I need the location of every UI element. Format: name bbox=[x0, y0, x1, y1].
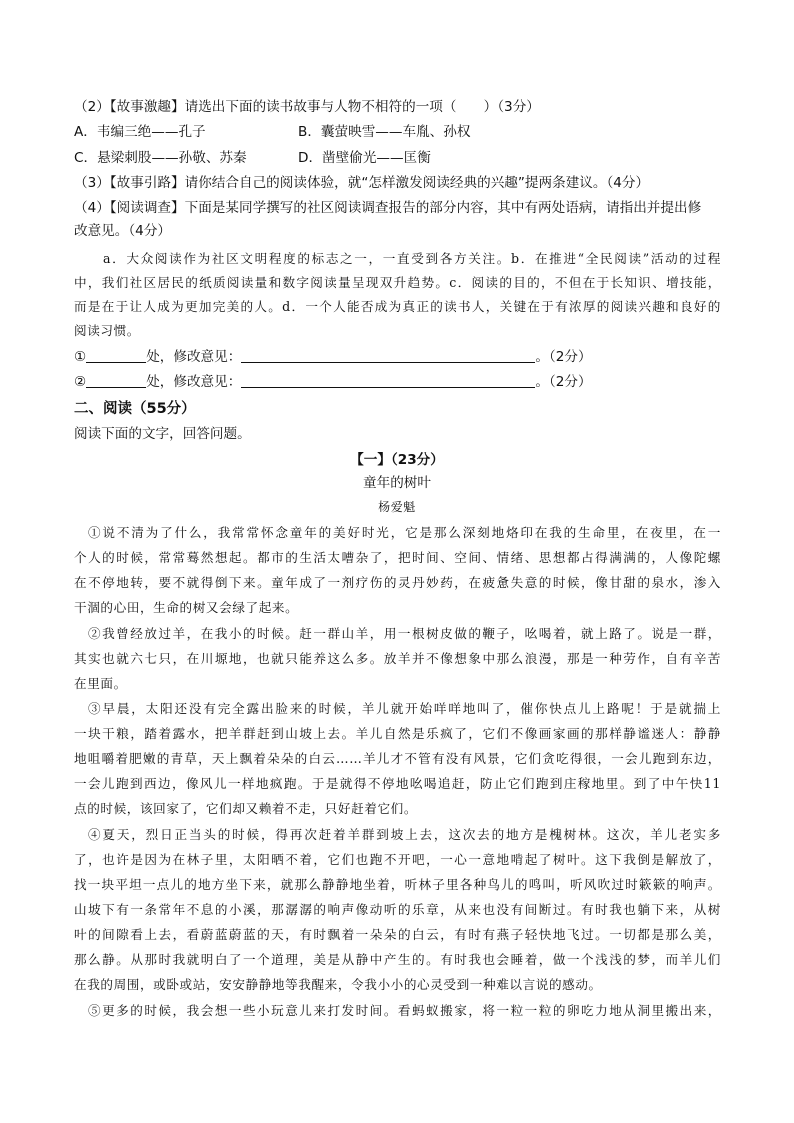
essay-line: ④夏天，烈日正当头的时候，得再次赶着羊群到坡上去，这次去的地方是槐树林。这次，羊儿老实多 bbox=[88, 827, 721, 842]
answer-2-score: 。（2分） bbox=[535, 374, 592, 390]
passage-line: a．大众阅读作为社区文明程度的标志之一，一直受到各方关注。b．在推进“全民阅读”活动的过程 bbox=[103, 251, 721, 266]
essay-line: ①说不清为了什么，我常常怀念童年的美好时光，它是那么深刻地烙印在我的生命里，在夜里，在一 bbox=[88, 525, 721, 540]
answer-1-number: ① bbox=[74, 349, 87, 365]
answer-2-location-blank[interactable] bbox=[86, 373, 146, 388]
essay-line: 个人的时候，常常蓦然想起。都市的生活太嘈杂了，把时间、空间、情绪、思想都占得满满的，人像陀螺 bbox=[74, 550, 721, 565]
question-2-option-c: C．悬梁刺股——孙敬、苏秦 bbox=[74, 150, 247, 166]
question-2-option-d: D．凿壁偷光——匡衡 bbox=[298, 150, 431, 166]
essay-line: 了，也许是因为在林子里，太阳晒不着，它们也跑不开吧，一心一意地啃起了树叶。这下我倒是解放了， bbox=[74, 852, 721, 867]
essay-line: 点的时候，该回家了，它们却又赖着不走，只好赶着它们。 bbox=[74, 801, 418, 816]
answer-1-score: 。（2分） bbox=[535, 349, 592, 365]
question-4-text: （4）【阅读调查】下面是某同学撰写的社区阅读调查报告的部分内容，其中有两处语病，请指出并提出修 bbox=[74, 200, 702, 216]
question-4-text-cont: 改意见。（4分） bbox=[74, 223, 172, 239]
essay-line: 一块干粮，踏着露水，把羊群赶到山坡上去。羊儿自然是乐疯了，它们不像画家画的那样静谧迷人：静静 bbox=[74, 726, 721, 741]
part-title: 【一】（23分） bbox=[350, 452, 444, 468]
passage-line: 阅读习惯。 bbox=[74, 323, 140, 338]
section-heading: 二、阅读（55分） bbox=[74, 401, 196, 417]
answer-1-label: 处，修改意见： bbox=[146, 349, 242, 365]
question-3-text: （3）【故事引路】请你结合自己的阅读体验，就“怎样激发阅读经典的兴趣”提两条建议。（4分） bbox=[74, 175, 650, 191]
answer-line-1 bbox=[74, 348, 592, 366]
essay-line: 找一块平坦一点儿的地方坐下来，就那么静静地坐着，听林子里各种鸟儿的鸣叫，听风吹过时簌簌的响声。 bbox=[74, 877, 721, 892]
essay-line: 干涸的心田，生命的树又会绿了起来。 bbox=[74, 600, 299, 615]
essay-line: 叶的间隙看上去，看蔚蓝蔚蓝的天，有时飘着一朵朵的白云，有时有燕子轻快地飞过。一切都是那么美， bbox=[74, 927, 721, 942]
question-2-option-a: A．韦编三绝——孔子 bbox=[74, 124, 206, 140]
essay-author: 杨爱魁 bbox=[378, 500, 416, 514]
question-2-option-b: B．囊萤映雪——车胤、孙权 bbox=[298, 124, 471, 140]
passage-line: 而是在于让人成为更加完美的人。d．一个人能否成为真正的读书人，关键在于有浓厚的阅读兴趣和良好的 bbox=[74, 299, 721, 314]
essay-line: 在里面。 bbox=[74, 676, 127, 691]
essay-line: 在我的周围，或卧或站，安安静静地等我醒来，令我小小的心灵受到一种难以言说的感动。 bbox=[74, 977, 602, 992]
essay-line: 地咀嚼着肥嫩的青草，天上飘着朵朵的白云……羊儿才不管有没有风景，它们贪吃得很，一会儿跑到东边， bbox=[74, 751, 721, 766]
question-2-text: （2）【故事激趣】请选出下面的读书故事与人物不相符的一项（ ）（3分） bbox=[74, 99, 540, 115]
essay-line: 一会儿跑到西边，像风儿一样地疯跑。于是就得不停地吆喝追赶，防止它们跑到庄稼地里。到了中午快11 bbox=[74, 776, 721, 791]
answer-2-suggestion-blank[interactable] bbox=[241, 373, 535, 388]
essay-title: 童年的树叶 bbox=[363, 475, 431, 491]
essay-line: 其实也就六七只，在川塬地，也就只能养这么多。放羊并不像想象中那么浪漫，那是一种劳作，自有辛苦 bbox=[74, 651, 721, 666]
essay-line: 山坡下有一条常年不息的小溪，那潺潺的响声像动听的乐章，从来也没有间断过。有时我也躺下来，从树 bbox=[74, 902, 721, 917]
answer-2-label: 处，修改意见： bbox=[146, 374, 242, 390]
section-instruction: 阅读下面的文字，回答问题。 bbox=[74, 426, 251, 442]
essay-line: 那么静。从那时我就明白了一个道理，美是从静中产生的。有时我也会睡着，做一个浅浅的梦，而羊儿们 bbox=[74, 952, 721, 967]
answer-1-suggestion-blank[interactable] bbox=[241, 348, 535, 363]
essay-line: ③早晨，太阳还没有完全露出脸来的时候，羊儿就开始咩咩地叫了，催你快点儿上路呢！于是就揣上 bbox=[88, 701, 721, 716]
essay-line: ②我曾经放过羊，在我小的时候。赶一群山羊，用一根树皮做的鞭子，吆喝着，就上路了。说是一群， bbox=[88, 626, 721, 641]
answer-1-location-blank[interactable] bbox=[86, 348, 146, 363]
answer-line-2 bbox=[74, 373, 592, 391]
answer-2-number: ② bbox=[74, 374, 87, 390]
essay-line: ⑤更多的时候，我会想一些小玩意儿来打发时间。看蚂蚁搬家，将一粒一粒的卵吃力地从洞里搬出来， bbox=[88, 1003, 721, 1018]
essay-line: 在不停地转，要不就得倒下来。童年成了一剂疗伤的灵丹妙药，在疲惫失意的时候，像甘甜的泉水，渗入 bbox=[74, 575, 721, 590]
passage-line: 中，我们社区居民的纸质阅读量和数字阅读量呈现双升趋势。c．阅读的目的，不但在于长知识、增技能， bbox=[74, 275, 721, 290]
